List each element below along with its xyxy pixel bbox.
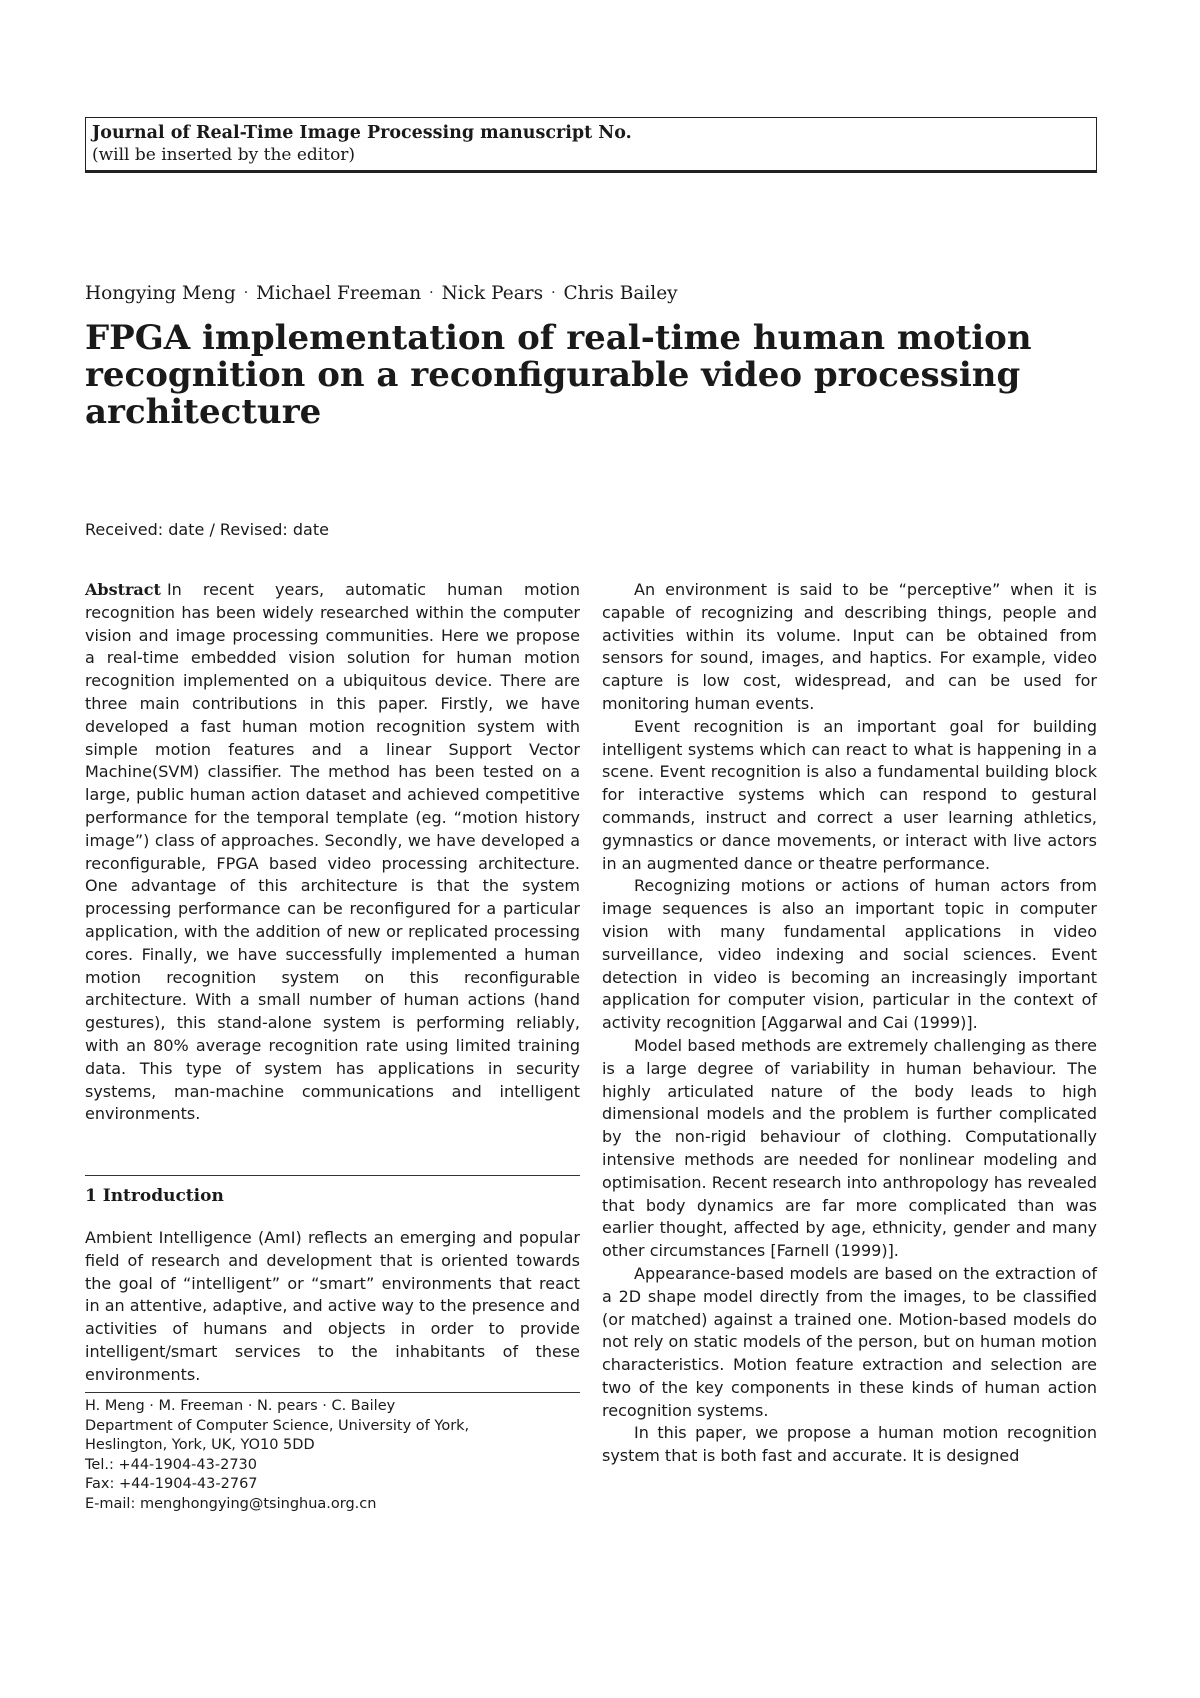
paragraph: Appearance-based models are based on the extraction of a 2D shape model directly from the images, to be classified (or matched) against a trained one. Motion-based models do not rely on static models of the person, but on human motion characteristics. Motion feature extraction and selection are two of the key components in these kinds of human action recognition systems. <box>602 1263 1097 1420</box>
abstract-label: Abstract <box>85 580 161 599</box>
abstract-text: In recent years, automatic human motion recognition has been widely researched within the computer vision and image processing communities. Here we propose a real-time embedded vision solution for human motion recognition implemented on a ubiquitous device. There are three main contributions in this paper. Firstly, we have developed a fast human motion recognition system with simple motion features and a linear Support Vector Machine(SVM) classifier. The method has been tested on a large, public human action dataset and achieved competitive performance for the temporal template (eg. “motion history image”) class of approaches. Secondly, we have developed a reconfigurable, FPGA based video processing architecture. One advantage of this architecture is that the system processing performance can be reconfigured for a particular application, with the addition of new or replicated processing cores. Finally, we have successfully implemented a human motion recognition system on this reconfigurable architecture. With a small number of human actions (hand gestures), this stand-alone system is performing reliably, with an 80% average recognition rate using limited training data. This type of system has applications in security systems, man-machine communications and intelligent environments. <box>85 580 580 1124</box>
footnote-line: Department of Computer Science, University of York, <box>85 1417 470 1434</box>
footnote-line: Heslington, York, UK, YO10 5DD <box>85 1437 315 1453</box>
paragraph: Recognizing motions or actions of human actors from image sequences is also an important topic in computer vision with many fundamental applications in video surveillance, video indexing and social sciences. Event detection in video is becoming an increasingly important application for computer vision, particular in the context of activity recognition [Aggarwal and Cai (1999)]. <box>602 876 1097 1033</box>
paragraph: In this paper, we propose a human motion recognition system that is both fast and accurate. It is designed <box>602 1423 1097 1466</box>
paper-title: FPGA implementation of real-time human motion recognition on a reconfigurable video processing architecture <box>85 318 1032 432</box>
section-heading-introduction: 1 Introduction <box>85 1186 224 1206</box>
section-divider <box>85 1175 580 1176</box>
footnote-line: Fax: +44-1904-43-2767 <box>85 1476 258 1492</box>
introduction-paragraph <box>85 1227 580 1387</box>
author-separator-dot: · <box>551 285 556 301</box>
author-separator-dot: · <box>429 285 434 301</box>
author-list <box>85 283 678 304</box>
paragraph: Ambient Intelligence (AmI) reflects an emerging and popular field of research and development that is oriented towards the goal of “intelligent” or “smart” environments that react in an attentive, adaptive, and active way to the presence and activities of humans and objects in order to provide intelligent/smart services to the inhabitants of these environments. <box>85 1228 580 1384</box>
author-affiliation-footnote <box>85 1397 585 1514</box>
paragraph: Event recognition is an important goal for building intelligent systems which can react to what is happening in a scene. Event recognition is also a fundamental building block for interactive systems which can respond to gestural commands, instruct and correct a user learning athletics, gymnastics or dance movements, or interact with live actors in an augmented dance or theatre performance. <box>602 716 1097 873</box>
footnote-line: Tel.: +44-1904-43-2730 <box>85 1456 257 1473</box>
editor-note: (will be inserted by the editor) <box>92 145 356 165</box>
journal-title: Journal of Real-Time Image Processing manuscript No. <box>92 123 632 143</box>
right-column-body <box>602 579 1097 1468</box>
footnote-divider <box>85 1392 580 1393</box>
received-date: Received: date / Revised: date <box>85 520 329 539</box>
paragraph: Model based methods are extremely challenging as there is a large degree of variability in human behaviour. The highly articulated nature of the body leads to high dimensional models and the problem is further complicated by the non-rigid behaviour of clothing. Computationally intensive methods are needed for nonlinear modeling and optimisation. Recent research into anthropology has revealed that body dynamics are far more complicated than was earlier thought, affected by age, ethnicity, gender and many other circumstances [Farnell (1999)]. <box>602 1035 1097 1261</box>
author-separator-dot: · <box>243 285 249 301</box>
author-name: Michael Freeman <box>256 283 422 304</box>
author-name: Nick Pears <box>441 283 544 304</box>
abstract-section <box>85 579 580 1126</box>
paragraph: An environment is said to be “perceptive” when it is capable of recognizing and describing things, people and activities within its volume. Input can be obtained from sensors for sound, images, and haptics. For example, video capture is low cost, widespread, and can be used for monitoring human events. <box>602 580 1097 713</box>
journal-header-box <box>85 117 1097 171</box>
footnote-line: E-mail: menghongying@tsinghua.org.cn <box>85 1495 377 1512</box>
author-name: Hongying Meng <box>85 283 236 304</box>
journal-box-rule <box>85 171 1097 173</box>
footnote-line: H. Meng · M. Freeman · N. pears · C. Bailey <box>85 1398 396 1414</box>
author-name: Chris Bailey <box>563 283 678 304</box>
